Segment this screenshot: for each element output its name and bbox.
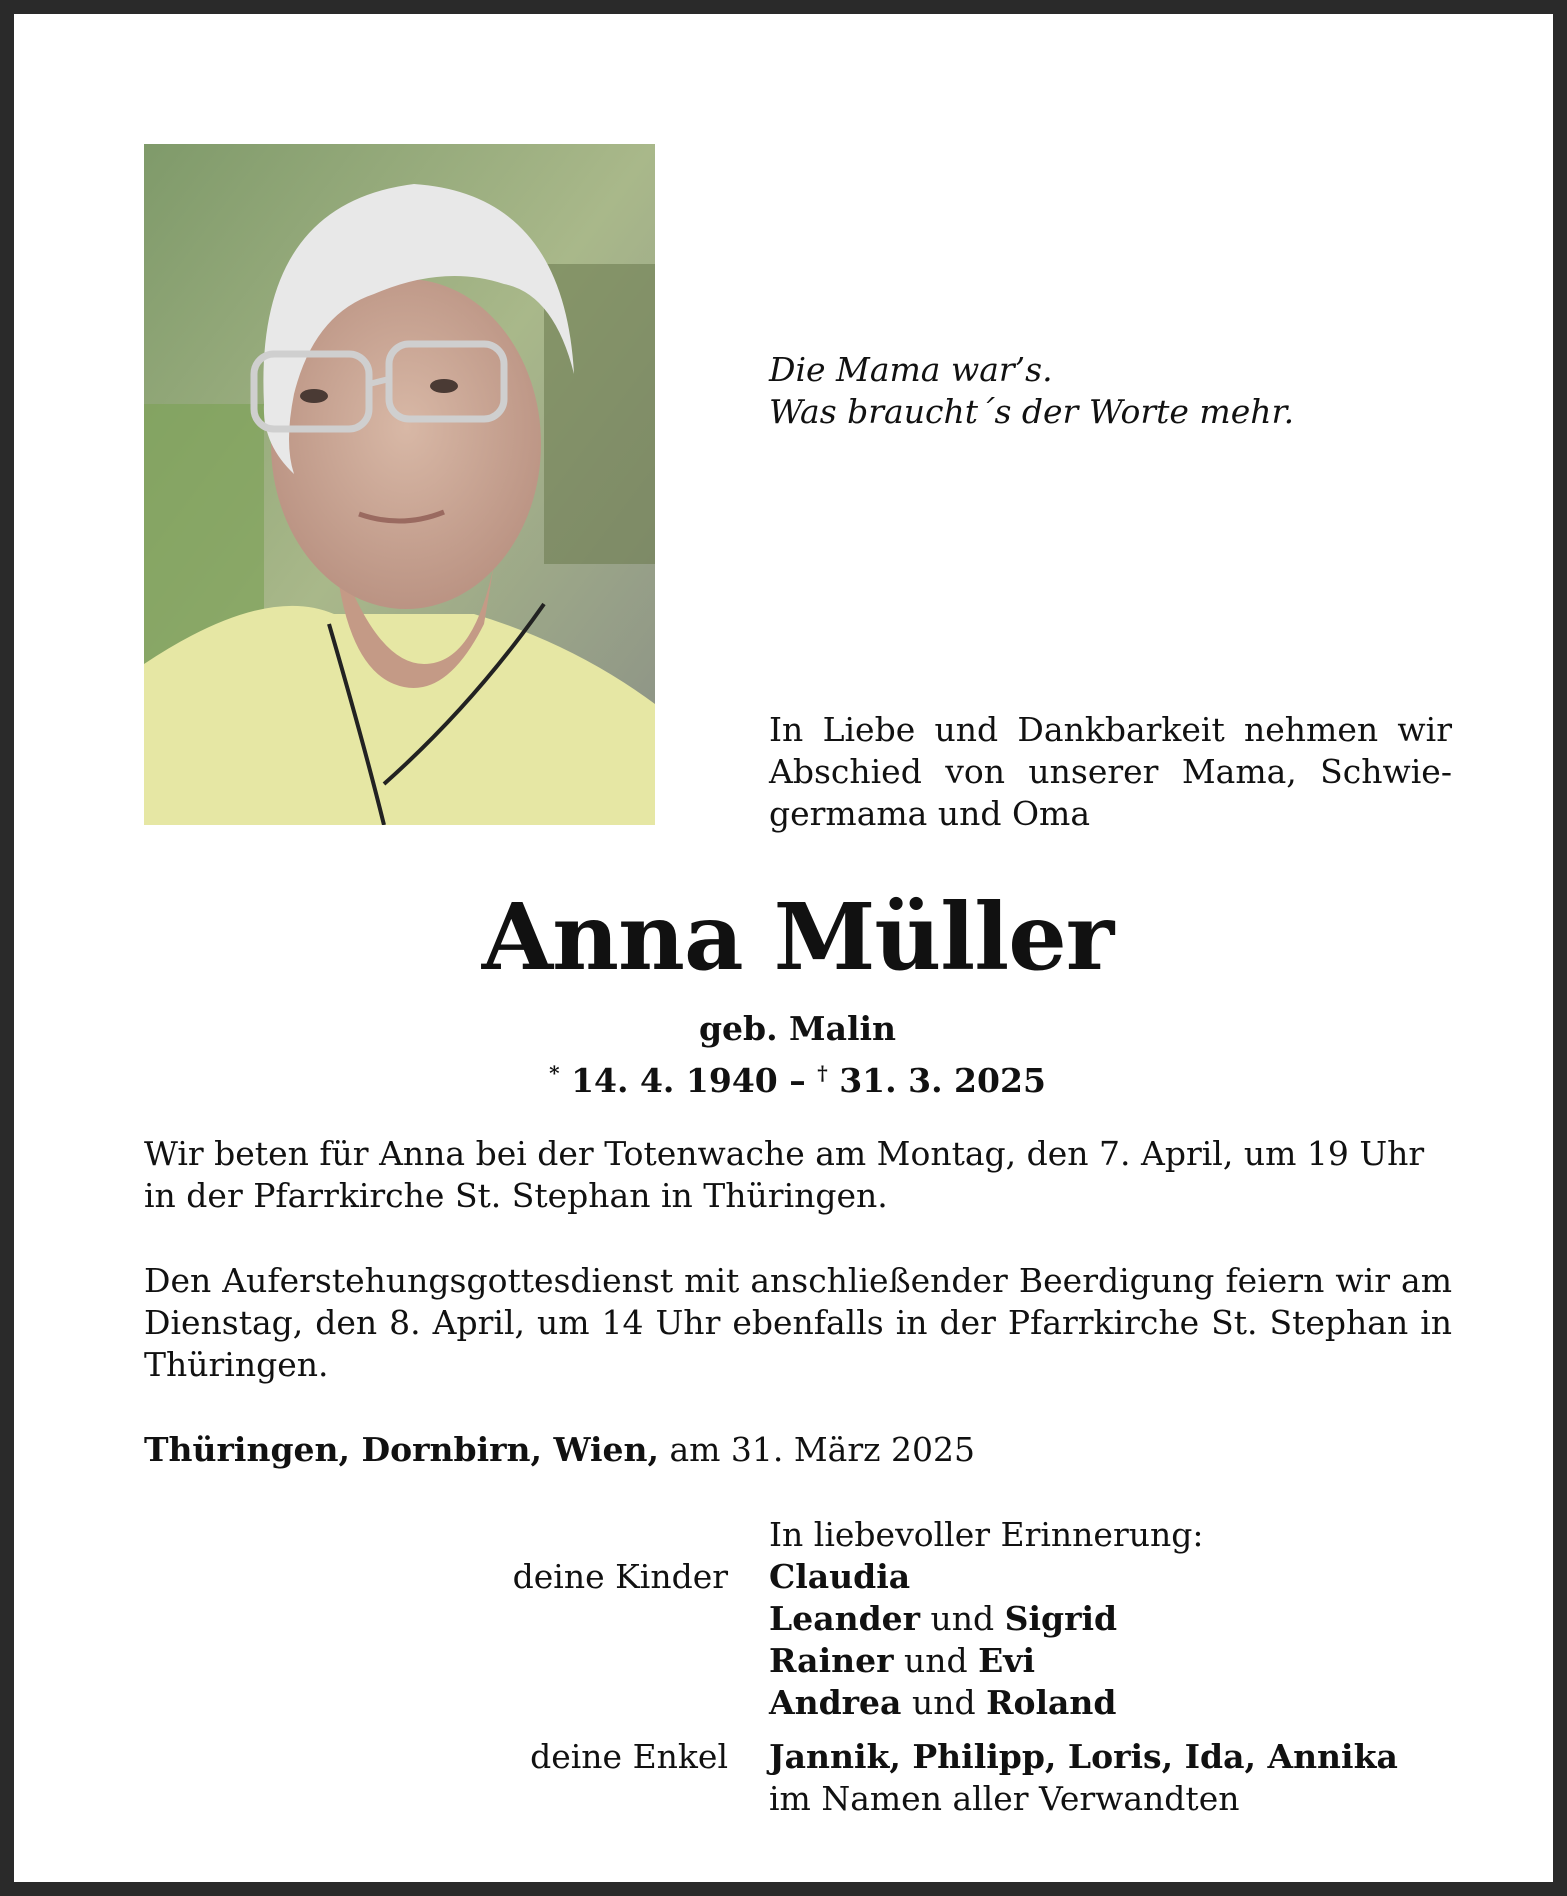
partner-name: Roland [986,1683,1117,1722]
place-date [144,1429,975,1471]
deceased-name: Anna Müller [481,883,1114,991]
intro-line-1: In Liebe und Dankbarkeit nehmen wir [769,710,1452,749]
portrait-image [144,144,655,825]
child-name: Rainer [769,1641,894,1680]
death-date: 31. 3. 2025 [839,1061,1046,1100]
child-name: Andrea [769,1683,902,1722]
intro-text [769,709,1452,835]
birth-date: 14. 4. 1940 [571,1061,778,1100]
memory-heading: In liebevoller Erinnerung: [769,1515,1204,1554]
child-entry [769,1640,1035,1682]
child-name: Leander [769,1599,921,1638]
notice-date: am 31. März 2025 [669,1430,975,1469]
portrait-photo [144,144,655,825]
wake-line-1: Wir beten für Anna bei der Totenwache am Montag, den 7. April, um 19 Uhr [144,1134,1425,1173]
quote-line-1: Die Mama war’s. [769,350,1053,389]
child-entry [769,1598,1117,1640]
grandchildren-names: Jannik, Philipp, Loris, Ida, Annika [769,1737,1398,1776]
wake-line-2: in der Pfarrkirche St. Stephan in Thüringen. [144,1176,888,1215]
child-name: Claudia [769,1557,911,1596]
child-entry [769,1682,1117,1724]
birth-symbol: * [549,1061,560,1085]
intro-line-2: Abschied von unserer Mama, Schwie- [769,752,1452,791]
children-label: deine Kinder [512,1557,728,1596]
partner-name: Sigrid [1004,1599,1118,1638]
grandchildren-label: deine Enkel [530,1737,728,1776]
child-and: und [911,1683,976,1722]
partner-name: Evi [978,1641,1035,1680]
child-and: und [903,1641,968,1680]
places: Thüringen, Dornbirn, Wien, [144,1430,659,1469]
child-and: und [930,1599,995,1638]
quote [769,349,1294,433]
grandchildren-entry [769,1736,1398,1778]
date-separator: – [789,1061,806,1100]
intro-line-3: germama und Oma [769,794,1090,833]
wake-paragraph [144,1133,1452,1217]
closing-line: im Namen aller Verwandten [769,1779,1240,1818]
quote-line-2: Was braucht´s der Worte mehr. [769,392,1295,431]
child-entry [769,1556,910,1598]
service-paragraph: Den Auferstehungsgottesdienst mit anschließender Beerdigung feiern wir am Dienstag, den 8. April, um 14 Uhr ebenfalls in der Pfarrkirche St. Stephan in Thüringen. [144,1261,1452,1384]
death-symbol: † [817,1061,828,1085]
life-dates [14,1051,1567,1103]
maiden-name: geb. Malin [698,1009,897,1048]
